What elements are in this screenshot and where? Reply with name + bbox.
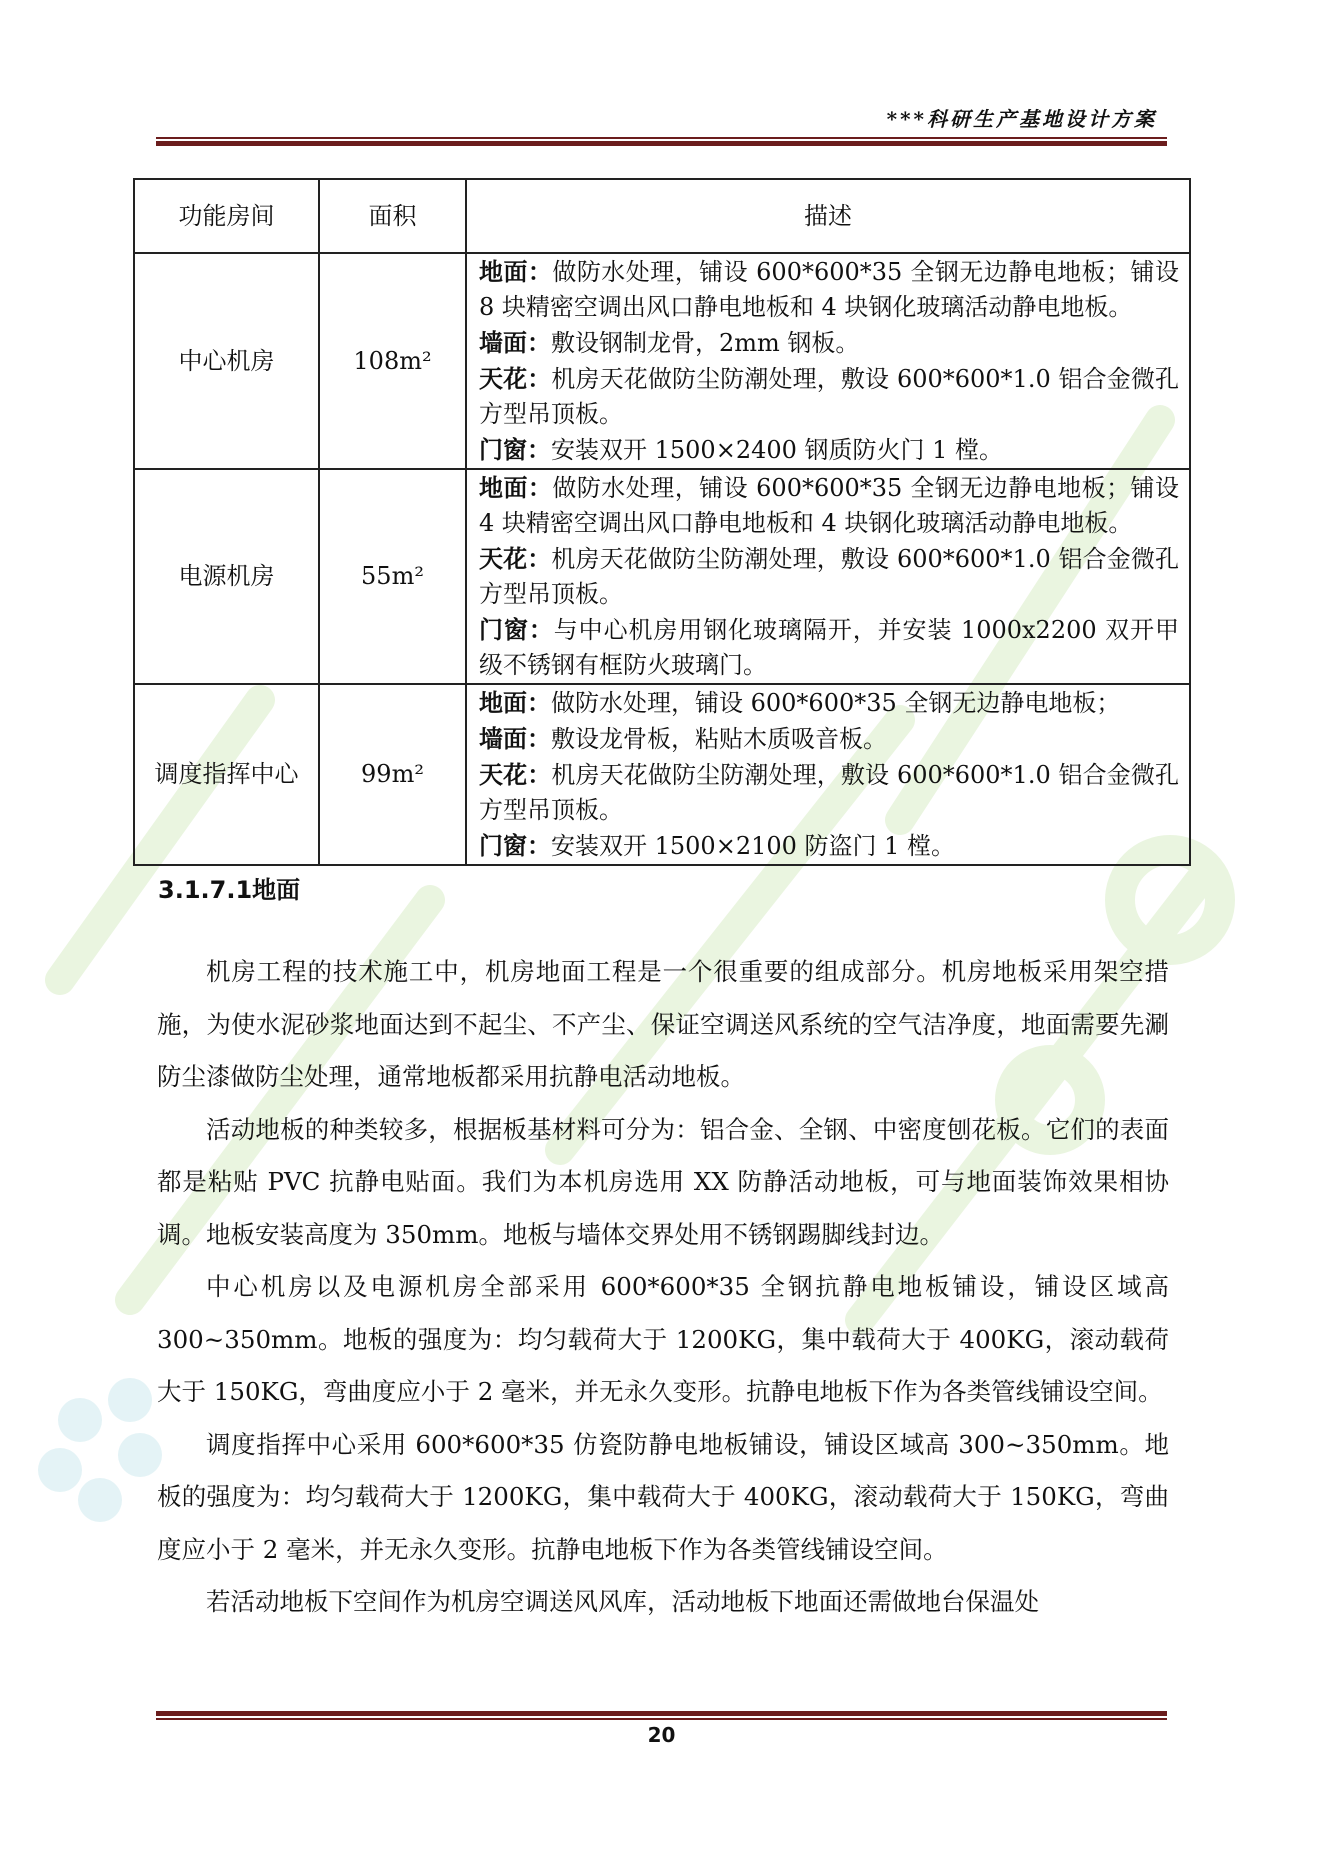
paragraph: 中心机房以及电源机房全部采用 600*600*35 全钢抗静电地板铺设，铺设区域高 300~350mm。地板的强度为：均匀载荷大于 1200KG，集中载荷大于 400KG，滚动载荷大于 150KG，弯曲度应小于 2 毫米，并无永久变形。抗静电地板下作为各类管线铺设空间。: [157, 1272, 1169, 1406]
desc-text: 与中心机房用钢化玻璃隔开，并安装 1000x2200 双开甲级不锈钢有框防火玻璃门。: [479, 616, 1179, 679]
room-description: [466, 684, 1190, 865]
room-area: 99m²: [319, 684, 466, 865]
desc-label: 墙面：: [479, 724, 551, 753]
desc-line: [479, 685, 1179, 721]
paragraph: 若活动地板下空间作为机房空调送风风库，活动地板下地面还需做地台保温处: [206, 1587, 1039, 1616]
desc-line: [479, 325, 1179, 361]
header-room: 功能房间: [134, 179, 319, 253]
desc-label: 天花：: [479, 364, 552, 393]
desc-text: 机房天花做防尘防潮处理，敷设 600*600*1.0 铝合金微孔方型吊顶板。: [479, 761, 1180, 824]
room-description: [466, 253, 1190, 469]
room-area: 108m²: [319, 253, 466, 469]
desc-line: [479, 470, 1179, 541]
table-row: [134, 469, 1190, 684]
header-rule-thin: [156, 137, 1167, 139]
desc-label: 门窗：: [479, 615, 554, 644]
section-heading: 3.1.7.1地面: [158, 876, 301, 904]
desc-label: 地面：: [479, 473, 553, 502]
desc-line: [479, 612, 1179, 683]
table-header-row: [134, 179, 1190, 253]
paragraph: 机房工程的技术施工中，机房地面工程是一个很重要的组成部分。机房地板采用架空措施，为使水泥砂浆地面达到不起尘、不产尘、保证空调送风系统的空气洁净度，地面需要先涮防尘漆做防尘处理，通常地板都采用抗静电活动地板。: [157, 957, 1169, 1091]
header-desc: 描述: [466, 179, 1190, 253]
footer-rule-thin: [156, 1718, 1167, 1720]
desc-text: 做防水处理，铺设 600*600*35 全钢无边静电地板；: [551, 689, 1121, 717]
desc-text: 安装双开 1500×2400 钢质防火门 1 樘。: [551, 436, 1004, 464]
room-description: [466, 469, 1190, 684]
table-row: [134, 253, 1190, 469]
desc-label: 地面：: [479, 688, 551, 717]
desc-label: 门窗：: [479, 435, 551, 464]
desc-line: [479, 541, 1179, 612]
desc-text: 安装双开 1500×2100 防盗门 1 樘。: [551, 832, 956, 860]
desc-text: 机房天花做防尘防潮处理，敷设 600*600*1.0 铝合金微孔方型吊顶板。: [479, 545, 1180, 608]
desc-line: [479, 432, 1179, 468]
desc-label: 门窗：: [479, 831, 551, 860]
room-area: 55m²: [319, 469, 466, 684]
body-text: [157, 946, 1169, 1629]
room-spec-table: [133, 178, 1191, 866]
desc-label: 墙面：: [479, 328, 551, 357]
desc-text: 敷设龙骨板，粘贴木质吸音板。: [551, 725, 887, 753]
desc-text: 做防水处理，铺设 600*600*35 全钢无边静电地板；铺设 4 块精密空调出风口静电地板和 4 块钢化玻璃活动静电地板。: [479, 474, 1180, 537]
desc-text: 做防水处理，铺设 600*600*35 全钢无边静电地板；铺设 8 块精密空调出风口静电地板和 4 块钢化玻璃活动静电地板。: [479, 258, 1180, 321]
header-rule-thick: [156, 141, 1167, 146]
room-name: 电源机房: [134, 469, 319, 684]
desc-line: [479, 254, 1179, 325]
room-name: 调度指挥中心: [134, 684, 319, 865]
table-row: [134, 684, 1190, 865]
desc-text: 机房天花做防尘防潮处理，敷设 600*600*1.0 铝合金微孔方型吊顶板。: [479, 365, 1180, 428]
desc-label: 天花：: [479, 544, 552, 573]
header-area: 面积: [319, 179, 466, 253]
paragraph: 调度指挥中心采用 600*600*35 仿瓷防静电地板铺设，铺设区域高 300~350mm。地板的强度为：均匀载荷大于 1200KG，集中载荷大于 400KG，滚动载荷大于 150KG，弯曲度应小于 2 毫米，并无永久变形。抗静电地板下作为各类管线铺设空间。: [157, 1429, 1169, 1564]
desc-line: [479, 721, 1179, 757]
desc-label: 地面：: [479, 257, 553, 286]
room-name: 中心机房: [134, 253, 319, 469]
desc-line: [479, 361, 1179, 432]
paragraph: 活动地板的种类较多，根据板基材料可分为：铝合金、全钢、中密度刨花板。它们的表面都是粘贴 PVC 抗静电贴面。我们为本机房选用 XX 防静活动地板，可与地面装饰效果相协调。地板安装高度为 350mm。地板与墙体交界处用不锈钢踢脚线封边。: [157, 1114, 1169, 1249]
page-number: 20: [647, 1723, 676, 1747]
desc-line: [479, 757, 1179, 828]
header-title: ***科研生产基地设计方案: [886, 107, 1157, 131]
desc-label: 天花：: [479, 760, 552, 789]
footer-rule-thick: [156, 1711, 1167, 1716]
desc-line: [479, 828, 1179, 864]
desc-text: 敷设钢制龙骨，2mm 钢板。: [551, 329, 860, 357]
